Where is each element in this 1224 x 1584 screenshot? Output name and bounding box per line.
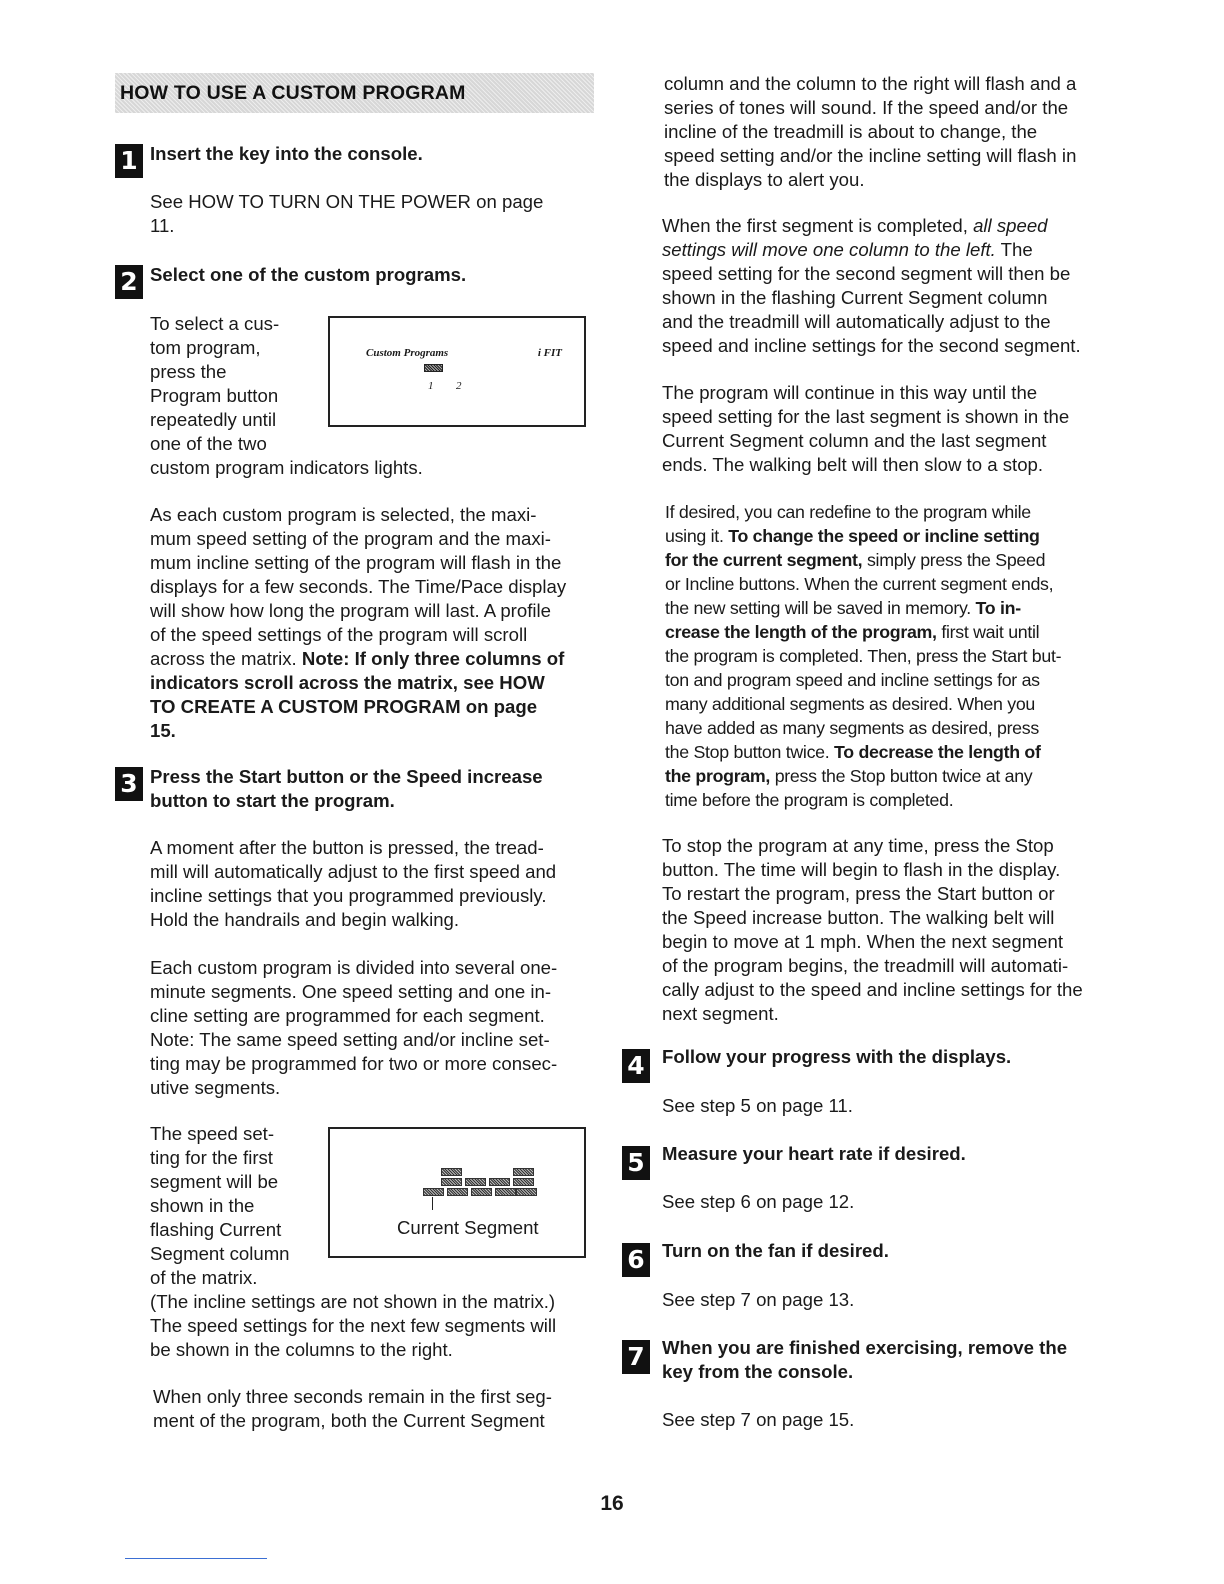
step-4-body: See step 5 on page 11. (662, 1095, 853, 1116)
step-2-para-line: As each custom program is selected, the maxi- (150, 504, 537, 525)
step-6-body: See step 7 on page 13. (662, 1289, 855, 1310)
redefine-para-line: for the current segment, simply press the Speed (665, 550, 1046, 570)
step-2-note-line: 15. (150, 720, 176, 741)
step-1-body-line: 11. (150, 215, 175, 236)
step-5-number: 5 (622, 1146, 650, 1180)
step-2-wrap-line: repeatedly until (150, 409, 277, 430)
redefine-para-line: the program, press the Stop button twice at any (665, 766, 1033, 786)
step-3-wrap-line: segment will be (150, 1171, 279, 1192)
stop-para-line: button. The time will begin to flash in the display. (662, 859, 1061, 880)
matrix-indicator (516, 1188, 537, 1196)
step-3-para-line: A moment after the button is pressed, the tread- (150, 837, 544, 858)
step-2-note-line: TO CREATE A CUSTOM PROGRAM on page (150, 696, 538, 717)
program-number-1: 1 (428, 380, 434, 392)
step-3-wrap-line: Segment column (150, 1243, 290, 1264)
redefine-para-line: the new setting will be saved in memory. To in- (665, 598, 1021, 618)
step-2-wrap-line: one of the two (150, 433, 267, 454)
continued-para-line: column and the column to the right will flash and a (664, 73, 1077, 94)
continued-para-line: The program will continue in this way until the (662, 382, 1038, 403)
step-7-title-line: key from the console. (662, 1361, 854, 1382)
step-1-body-line: See HOW TO TURN ON THE POWER on page (150, 191, 544, 212)
matrix-indicator (441, 1178, 462, 1186)
current-segment-matrix-figure (328, 1127, 586, 1258)
step-2-title: Select one of the custom programs. (150, 264, 467, 285)
custom-programs-display-figure (328, 316, 586, 427)
redefine-para-line: If desired, you can redefine to the program while (665, 502, 1031, 522)
step-3-after-line: The speed settings for the next few segments will (150, 1315, 557, 1336)
stop-para-line: of the program begins, the treadmill will automati- (662, 955, 1069, 976)
redefine-para-line: crease the length of the program, first wait until (665, 622, 1040, 642)
step-2-wrap-line: Program button (150, 385, 279, 406)
step-3-para-line: Each custom program is divided into several one- (150, 957, 558, 978)
step-7-body: See step 7 on page 15. (662, 1409, 855, 1430)
step-2-number: 2 (115, 265, 143, 299)
redefine-para-line: using it. To change the speed or incline setting (665, 526, 1040, 546)
step-3-para-line: cline setting are programmed for each segment. (150, 1005, 545, 1026)
current-segment-pointer (432, 1197, 433, 1210)
matrix-indicator (441, 1168, 462, 1176)
continued-para-line: speed setting for the last segment is shown in the (662, 406, 1070, 427)
step-5-body: See step 6 on page 12. (662, 1191, 855, 1212)
redefine-para-line: ton and program speed and incline settings for as (665, 670, 1040, 690)
redefine-para-line: have added as many segments as desired, press (665, 718, 1039, 738)
step-5-title: Measure your heart rate if desired. (662, 1143, 966, 1164)
redefine-para-line: time before the program is completed. (665, 790, 954, 810)
step-3-title-line: Press the Start button or the Speed increase (150, 766, 543, 787)
current-segment-label: Current Segment (397, 1217, 539, 1238)
stop-para-line: next segment. (662, 1003, 779, 1024)
step-3-para-line: ting may be programmed for two or more consec- (150, 1053, 558, 1074)
step-3-para-line: incline settings that you programmed previously. (150, 885, 547, 906)
step-2-para-line: will show how long the program will last. A profile (150, 600, 551, 621)
stop-para-line: begin to move at 1 mph. When the next segment (662, 931, 1064, 952)
continued-para-line: and the treadmill will automatically adjust to the (662, 311, 1051, 332)
step-4-number: 4 (622, 1049, 650, 1083)
step-3-para-line: ment of the program, both the Current Segment (153, 1410, 545, 1431)
matrix-indicator (495, 1188, 516, 1196)
redefine-para-line: many additional segments as desired. When you (665, 694, 1035, 714)
step-3-after-line: be shown in the columns to the right. (150, 1339, 453, 1360)
step-4-title: Follow your progress with the displays. (662, 1046, 1012, 1067)
continued-para-line: series of tones will sound. If the speed and/or the (664, 97, 1069, 118)
step-6-number: 6 (622, 1243, 650, 1277)
step-2-para-line: displays for a few seconds. The Time/Pace display (150, 576, 567, 597)
step-3-para-line: utive segments. (150, 1077, 281, 1098)
step-3-wrap-line: flashing Current (150, 1219, 282, 1240)
step-3-wrap-line: The speed set- (150, 1123, 275, 1144)
step-1-number: 1 (115, 144, 143, 178)
section-title-bar (115, 73, 594, 113)
continued-para-line: the displays to alert you. (664, 169, 865, 190)
step-3-wrap-line: shown in the (150, 1195, 255, 1216)
stop-para-line: cally adjust to the speed and incline settings for the (662, 979, 1083, 1000)
matrix-indicator (423, 1188, 444, 1196)
continued-para-line: incline of the treadmill is about to change, the (664, 121, 1038, 142)
step-3-para-line: Hold the handrails and begin walking. (150, 909, 460, 930)
page-number: 16 (600, 1492, 624, 1515)
step-3-para-line: When only three seconds remain in the first seg- (153, 1386, 552, 1407)
step-3-para-line: minute segments. One speed setting and one in- (150, 981, 552, 1002)
step-3-number: 3 (115, 767, 143, 801)
step-3-wrap-line: of the matrix. (150, 1267, 258, 1288)
step-3-after-line: (The incline settings are not shown in the matrix.) (150, 1291, 556, 1312)
matrix-indicator (513, 1178, 534, 1186)
step-3-title-line: button to start the program. (150, 790, 395, 811)
continued-para-line: When the first segment is completed, all speed (662, 215, 1048, 236)
continued-para-line: settings will move one column to the left. The (662, 239, 1033, 260)
continued-para-line: speed setting and/or the incline setting will flash in (664, 145, 1077, 166)
continued-para-line: Current Segment column and the last segment (662, 430, 1047, 451)
continued-para-line: speed setting for the second segment will then be (662, 263, 1071, 284)
step-2-note-line: across the matrix. Note: If only three columns of (150, 648, 565, 669)
step-7-title-line: When you are finished exercising, remove the (662, 1337, 1068, 1358)
step-2-wrap-line: press the (150, 361, 227, 382)
matrix-indicator (447, 1188, 468, 1196)
matrix-indicator (513, 1168, 534, 1176)
redefine-para-line: the Stop button twice. To decrease the length of (665, 742, 1041, 762)
matrix-indicator (465, 1178, 486, 1186)
continued-para-line: speed and incline settings for the second segment. (662, 335, 1081, 356)
matrix-indicator (489, 1178, 510, 1186)
step-2-wrap-end: custom program indicators lights. (150, 457, 423, 478)
step-3-para-line: mill will automatically adjust to the first speed and (150, 861, 557, 882)
continued-para-line: shown in the flashing Current Segment column (662, 287, 1048, 308)
step-6-title: Turn on the fan if desired. (662, 1240, 889, 1261)
redefine-para-line: or Incline buttons. When the current segment ends, (665, 574, 1054, 594)
step-2-note-line: indicators scroll across the matrix, see HOW (150, 672, 545, 693)
ifit-label: i FIT (537, 347, 562, 359)
program-indicator-light (424, 364, 443, 372)
custom-programs-label: Custom Programs (366, 347, 449, 359)
continued-para-line: ends. The walking belt will then slow to a stop. (662, 454, 1044, 475)
stop-para-line: To restart the program, press the Start button or (662, 883, 1055, 904)
step-2-wrap-line: To select a cus- (150, 313, 280, 334)
matrix-indicator (471, 1188, 492, 1196)
program-number-2: 2 (456, 380, 462, 392)
stop-para-line: To stop the program at any time, press the Stop (662, 835, 1054, 856)
footer-rule (125, 1558, 267, 1559)
step-2-para-line: mum incline setting of the program will flash in the (150, 552, 562, 573)
step-3-para-line: Note: The same speed setting and/or incline set- (150, 1029, 550, 1050)
step-2-para-line: of the speed settings of the program will scroll (150, 624, 528, 645)
stop-para-line: the Speed increase button. The walking belt will (662, 907, 1055, 928)
step-3-wrap-line: ting for the first (150, 1147, 273, 1168)
step-1-title: Insert the key into the console. (150, 143, 423, 164)
step-7-number: 7 (622, 1340, 650, 1374)
redefine-para-line: the program is completed. Then, press the Start but- (665, 646, 1062, 666)
section-title: HOW TO USE A CUSTOM PROGRAM (120, 82, 466, 104)
step-2-para-line: mum speed setting of the program and the maxi- (150, 528, 552, 549)
step-2-wrap-line: tom program, (150, 337, 261, 358)
